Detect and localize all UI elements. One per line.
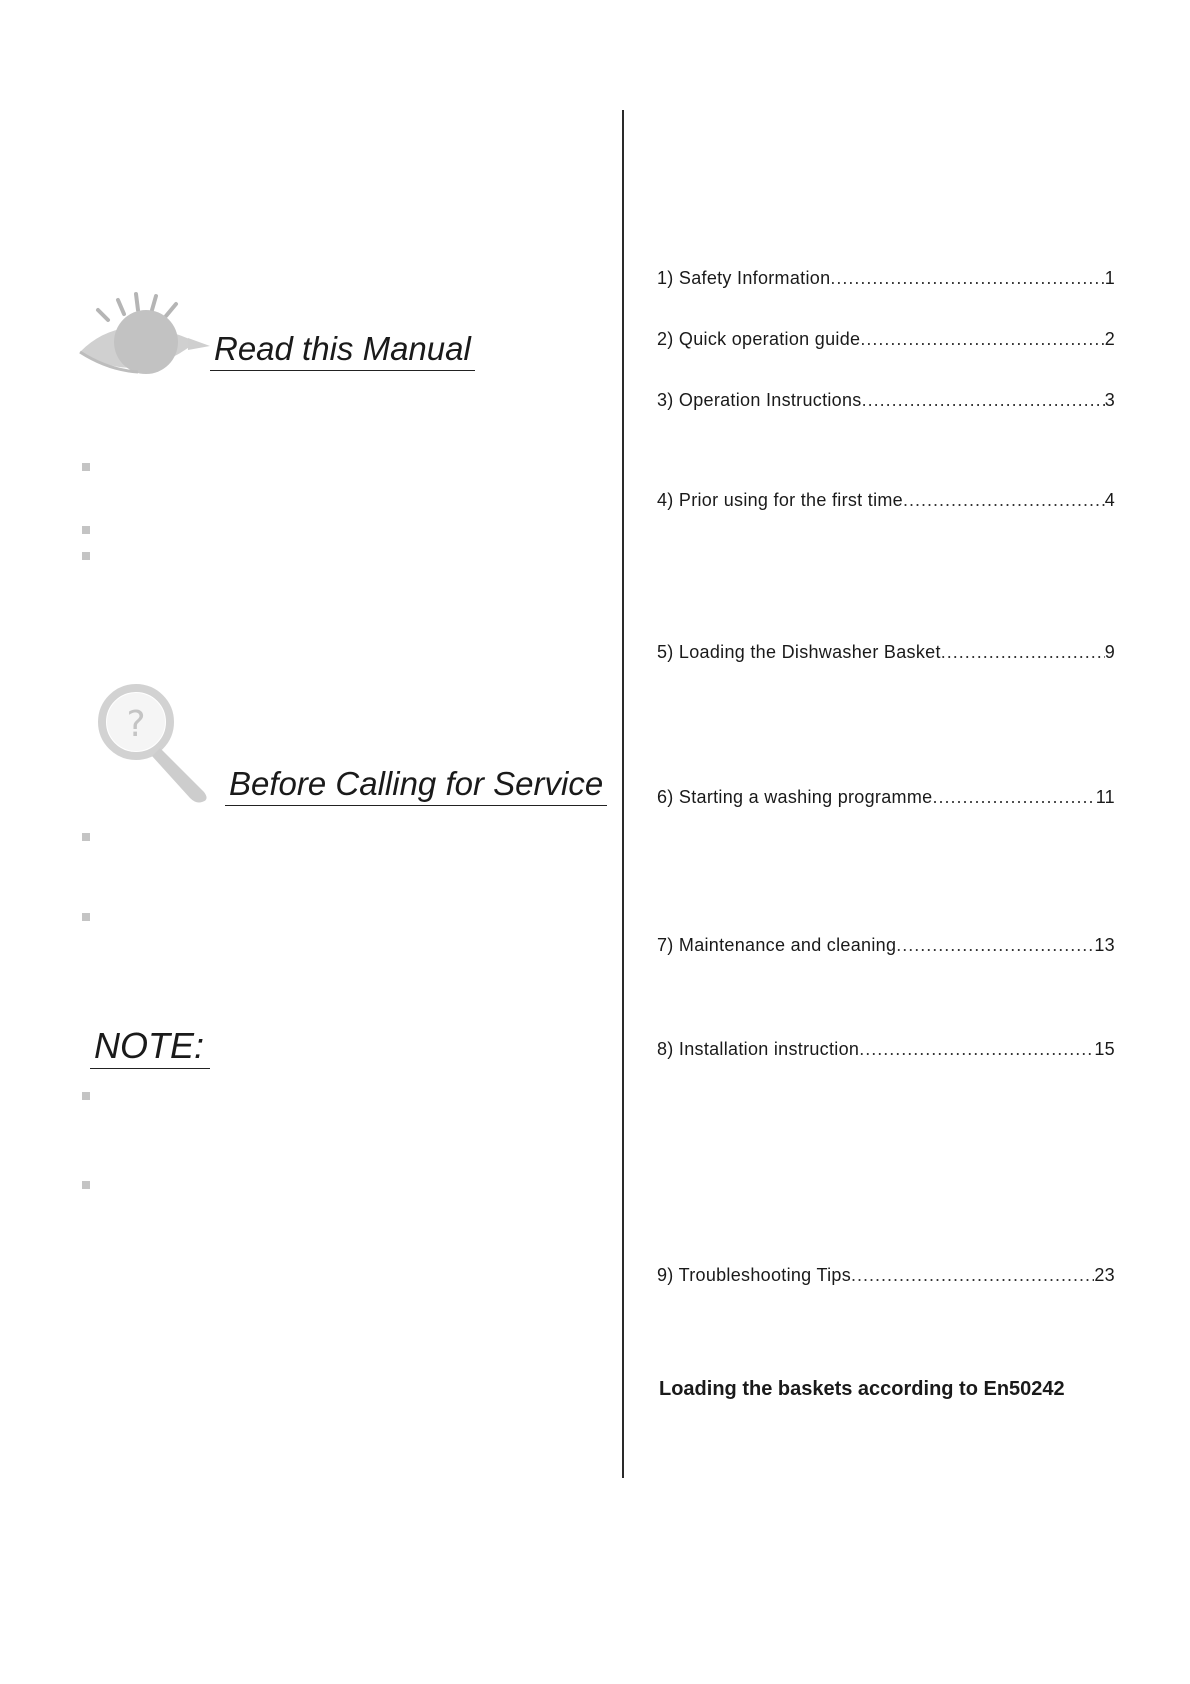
toc-item[interactable]: [657, 935, 1115, 956]
toc-item-label: 6) Starting a washing programme: [657, 787, 933, 807]
toc-item-label: 3) Operation Instructions: [657, 390, 862, 410]
service-title: Before Calling for Service: [225, 765, 607, 806]
bullet-marker: [82, 526, 90, 534]
svg-text:?: ?: [126, 704, 146, 745]
toc-item-page: 11: [1095, 787, 1115, 807]
toc-item-page: 15: [1094, 1039, 1115, 1059]
toc-leader-dots: [932, 787, 1095, 808]
toc-item[interactable]: [657, 268, 1115, 289]
footer-note: Loading the baskets according to En50242: [659, 1378, 1065, 1400]
toc-item-label: 2) Quick operation guide: [657, 329, 861, 349]
bullet-marker: [82, 1181, 90, 1189]
toc-leader-dots: [862, 390, 1105, 411]
toc-item[interactable]: [657, 490, 1115, 511]
toc-item-page: 2: [1104, 329, 1115, 349]
toc-item-label: 8) Installation instruction: [657, 1039, 860, 1059]
bullet-marker: [82, 1092, 90, 1100]
bullet-marker: [82, 552, 90, 560]
toc-item[interactable]: [657, 787, 1115, 808]
toc-leader-dots: [851, 1265, 1094, 1286]
toc-item-label: 5) Loading the Dishwasher Basket: [657, 642, 941, 662]
toc-item[interactable]: [657, 1039, 1115, 1060]
column-divider: [622, 110, 624, 1478]
toc-item-page: 3: [1104, 390, 1115, 410]
toc-item-page: 1: [1104, 268, 1115, 288]
toc-item[interactable]: [657, 642, 1115, 663]
toc-leader-dots: [859, 1039, 1094, 1060]
toc-item-label: 4) Prior using for the first time: [657, 490, 903, 510]
toc-item-page: 13: [1094, 935, 1115, 955]
toc-leader-dots: [860, 329, 1104, 350]
note-title: NOTE:: [90, 1025, 210, 1069]
magnifier-question-icon: [96, 682, 216, 807]
toc-item[interactable]: [657, 1265, 1115, 1286]
read-manual-title: Read this Manual: [210, 330, 475, 371]
toc-item-page: 9: [1104, 642, 1115, 662]
toc-item-page: 4: [1104, 490, 1115, 510]
toc-leader-dots: [830, 268, 1104, 289]
toc-item-label: 1) Safety Information: [657, 268, 831, 288]
eye-icon: [78, 290, 213, 380]
toc-item-label: 7) Maintenance and cleaning: [657, 935, 897, 955]
toc-leader-dots: [896, 935, 1094, 956]
toc-leader-dots: [903, 490, 1105, 511]
bullet-marker: [82, 833, 90, 841]
bullet-marker: [82, 463, 90, 471]
toc-item[interactable]: [657, 329, 1115, 350]
toc-leader-dots: [941, 642, 1105, 663]
toc-item-page: 23: [1094, 1265, 1115, 1285]
bullet-marker: [82, 913, 90, 921]
toc-item-label: 9) Troubleshooting Tips: [657, 1265, 852, 1285]
toc-item[interactable]: [657, 390, 1115, 411]
